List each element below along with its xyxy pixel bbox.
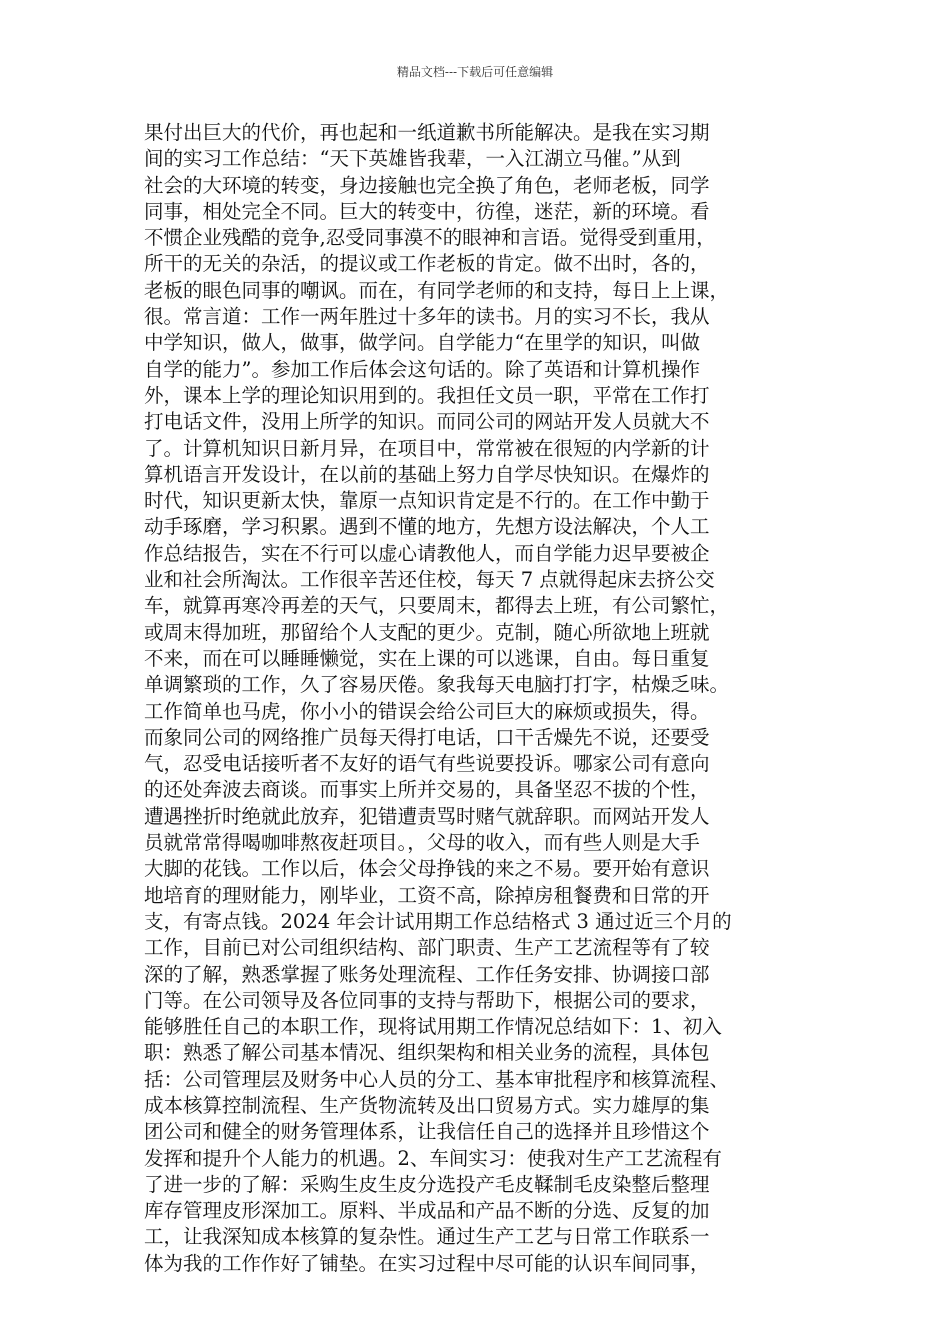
text-line: 发挥和提升个人能力的机遇。2、车间实习：使我对生产工艺流程有 <box>144 1146 722 1170</box>
text-line: 很。常言道：工作一两年胜过十多年的读书。月的实习不长，我从 <box>144 305 710 329</box>
text-line: 员就常常得喝咖啡熬夜赶项目。，父母的收入，而有些人则是大手 <box>144 831 700 855</box>
text-line: 工作，目前已对公司组织结构、部门职责、生产工艺流程等有了较 <box>144 936 710 960</box>
text-line: 自学的能力”。参加工作后体会这句话的。除了英语和计算机操作 <box>144 357 700 381</box>
text-line: 时代，知识更新太快，靠原一点知识肯定是不行的。在工作中勤于 <box>144 489 710 513</box>
text-line: 社会的大环境的转变，身边接触也完全换了角色，老师老板，同学 <box>144 173 710 197</box>
text-line: 果付出巨大的代价，再也起和一纸道歉书所能解决。是我在实习期 <box>144 121 710 144</box>
text-line: 不惯企业残酷的竞争,忍受同事漠不的眼神和言语。觉得受到重用， <box>144 226 716 250</box>
text-line: 而象同公司的网络推广员每天得打电话，口干舌燥先不说，还要受 <box>144 725 710 749</box>
text-line: 车，就算再寒冷再差的天气，只要周末，都得去上班，有公司繁忙， <box>144 594 730 618</box>
text-line: 算机语言开发设计，在以前的基础上努力自学尽快知识。在爆炸的 <box>144 462 710 486</box>
text-line: 大脚的花钱。工作以后，体会父母挣钱的来之不易。要开始有意识 <box>144 857 710 881</box>
text-line: 不来，而在可以睡睡懒觉，实在上课的可以逃课，自由。每日重复 <box>144 646 710 670</box>
text-line: 职：熟悉了解公司基本情况、组织架构和相关业务的流程，具体包 <box>144 1041 710 1065</box>
text-line: 所干的无关的杂活，的提议或工作老板的肯定。做不出时，各的， <box>144 252 710 276</box>
text-line: 能够胜任自己的本职工作，现将试用期工作情况总结如下：1、初入 <box>144 1015 722 1039</box>
text-line: 体为我的工作作好了铺垫。在实习过程中尽可能的认识车间同事， <box>144 1251 710 1275</box>
text-line: 间的实习工作总结：“天下英雄皆我辈，一入江湖立马催。”从到 <box>144 147 681 171</box>
text-line: 了进一步的了解：采购生皮生皮分选投产毛皮鞣制毛皮染整后整理 <box>144 1172 710 1196</box>
text-line: 门等。在公司领导及各位同事的支持与帮助下，根据公司的要求， <box>144 988 710 1012</box>
text-line: 同事，相处完全不同。巨大的转变中，彷徨，迷茫，新的环境。看 <box>144 199 710 223</box>
text-line: 业和社会所淘汰。工作很辛苦还住校，每天 7 点就得起床去挤公交 <box>144 568 715 592</box>
text-line: 动手琢磨，学习积累。遇到不懂的地方，先想方设法解决，个人工 <box>144 515 710 539</box>
text-line: 库存管理皮形深加工。原料、半成品和产品不断的分选、反复的加 <box>144 1199 710 1223</box>
text-line: 工，让我深知成本核算的复杂性。通过生产工艺与日常工作联系一 <box>144 1225 710 1249</box>
text-line: 老板的眼色同事的嘲讽。而在，有同学老师的和支持，每日上上课， <box>144 278 730 302</box>
text-line: 地培育的理财能力，刚毕业，工资不高，除掉房租餐费和日常的开 <box>144 883 710 907</box>
text-line: 支，有寄点钱。2024 年会计试用期工作总结格式 3 通过近三个月的 <box>144 909 732 933</box>
text-line: 的还处奔波去商谈。而事实上所并交易的，具备坚忍不拔的个性， <box>144 778 710 802</box>
text-line: 遭遇挫折时绝就此放弃，犯错遭责骂时赌气就辞职。而网站开发人 <box>144 804 710 828</box>
text-line: 括：公司管理层及财务中心人员的分工、基本审批程序和核算流程、 <box>144 1067 730 1091</box>
text-line: 或周末得加班，那留给个人支配的更少。克制，随心所欲地上班就 <box>144 620 710 644</box>
text-line: 作总结报告，实在不行可以虚心请教他人，而自学能力迟早要被企 <box>144 541 710 565</box>
text-line: 单调繁琐的工作，久了容易厌倦。象我每天电脑打打字，枯燥乏味。 <box>144 673 730 697</box>
text-line: 气，忍受电话接听者不友好的语气有些说要投诉。哪家公司有意向 <box>144 752 710 776</box>
text-line: 中学知识，做人，做事，做学问。自学能力“在里学的知识，叫做 <box>144 331 700 355</box>
text-line: 成本核算控制流程、生产货物流转及出口贸易方式。实力雄厚的集 <box>144 1093 710 1117</box>
text-line: 工作简单也马虎，你小小的错误会给公司巨大的麻烦或损失，得。 <box>144 699 710 723</box>
text-line: 了。计算机知识日新月异，在项目中，常常被在很短的内学新的计 <box>144 436 710 460</box>
text-line: 打电话文件，没用上所学的知识。而同公司的网站开发人员就大不 <box>144 410 710 434</box>
text-line: 外，课本上学的理论知识用到的。我担任文员一职，平常在工作打 <box>144 383 710 407</box>
text-line: 深的了解，熟悉掌握了账务处理流程、工作任务安排、协调接口部 <box>144 962 710 986</box>
document-body <box>144 120 824 1277</box>
text-line: 团公司和健全的财务管理体系，让我信任自己的选择并且珍惜这个 <box>144 1120 710 1144</box>
page-header: 精品文档---下载后可任意编辑 <box>396 65 554 79</box>
